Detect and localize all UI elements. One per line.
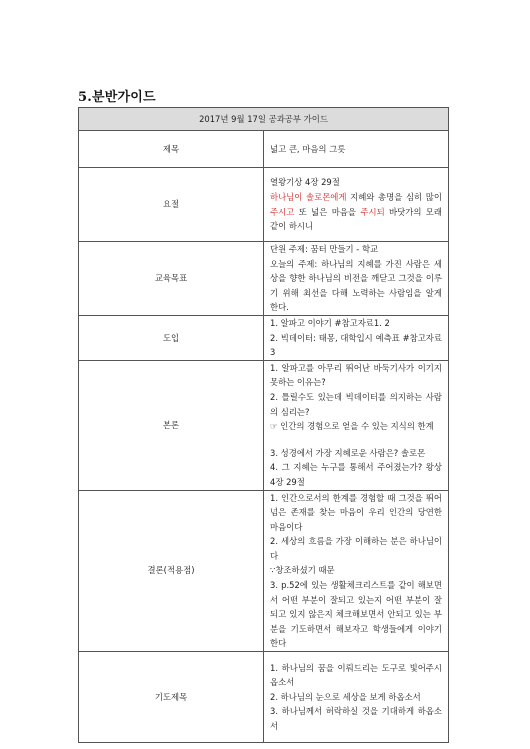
page-heading: 5.분반가이드 bbox=[78, 90, 156, 105]
summary-verse bbox=[270, 190, 442, 234]
list-item: 2. 빅데이터: 태몽, 대학입시 예측표 #참고자료3 bbox=[270, 332, 442, 358]
conclusion-content bbox=[264, 490, 449, 652]
list-item: 2. 틀릴수도 있는데 빅데이터를 의지하는 사람의 심리는? bbox=[270, 391, 442, 417]
label-conclusion: 결론(적용점) bbox=[79, 490, 264, 652]
label-intro: 도입 bbox=[79, 315, 264, 360]
verse-highlight-3: 주시되 bbox=[360, 206, 385, 217]
row-subject bbox=[79, 131, 449, 168]
list-item: 2. 세상의 흐름을 가장 이해하는 분은 하나님이다 bbox=[270, 536, 442, 561]
verse-text-1: 지혜와 총명을 심히 많이 bbox=[346, 191, 442, 202]
summary-reference: 열왕기상 4장 29절 bbox=[270, 177, 340, 188]
goal-unit: 단원 주제: 꿈터 만들기 - 학교 bbox=[270, 244, 379, 254]
goal-content bbox=[264, 242, 449, 316]
row-prayer bbox=[79, 652, 449, 743]
list-item: 3. p.52에 있는 생활체크리스트를 같이 해보면서 어떤 부분이 잘되고 있는지 어떤 부분이 잘되고 있지 않은지 체크해보면서 안되고 있는 부분을 기도하면서 해보자고 학생들에게 이야기한다 bbox=[270, 580, 442, 649]
class-guide-table bbox=[78, 107, 449, 743]
prayer-content bbox=[264, 652, 449, 743]
verse-highlight-1: 하나님이 솔로몬에게 bbox=[270, 191, 347, 202]
row-main bbox=[79, 360, 449, 490]
row-conclusion bbox=[79, 490, 449, 652]
goal-text: 오늘의 주제: 하나님의 지혜를 가진 사람은 세상을 향한 하나님의 비전을 깨닫고 그것을 이루기 위해 최선을 다해 노력하는 사람임을 알게 한다. bbox=[270, 258, 442, 313]
verse-text-3: 바닷가의 모래 같이 하시니 bbox=[270, 206, 442, 232]
verse-text-2: 또 넓은 마음을 bbox=[294, 206, 361, 217]
main-content bbox=[264, 360, 449, 490]
row-summary bbox=[79, 168, 449, 242]
row-goal bbox=[79, 242, 449, 316]
verse-highlight-2: 주시고 bbox=[270, 206, 295, 217]
summary-content bbox=[264, 168, 449, 242]
label-summary: 요절 bbox=[79, 168, 264, 242]
intro-content bbox=[264, 315, 449, 360]
list-item: 1. 알파고를 아무리 뛰어난 바둑기사가 이기지 못하는 이유는? bbox=[270, 362, 442, 388]
list-item: 3. 성경에서 가장 지혜로운 사람은? 솔로몬 bbox=[270, 447, 426, 458]
list-item: 3. 하나님께서 허락하실 것을 기대하게 하옵소서 bbox=[270, 706, 442, 731]
label-prayer: 기도제목 bbox=[79, 652, 264, 743]
row-intro bbox=[79, 315, 449, 360]
list-item: 1. 알파고 이야기 #참고자료1. 2 bbox=[270, 317, 390, 328]
subject-text: 넓고 큰, 마음의 그릇 bbox=[264, 131, 449, 168]
list-item: ☞ 인간의 경험으로 얻을 수 있는 지식의 한계 bbox=[270, 421, 434, 432]
label-subject: 제목 bbox=[79, 131, 264, 168]
list-item: 1. 하나님의 꿈을 이뤄드리는 도구로 빛어주시옵소서 bbox=[270, 662, 442, 688]
spacer bbox=[270, 434, 442, 446]
list-item: 1. 인간으로서의 한계를 경험할 때 그것을 뛰어넘은 존재를 찾는 마음이 우리 인간의 당연한 마음이다 bbox=[270, 492, 442, 532]
label-main: 본론 bbox=[79, 360, 264, 490]
list-item: ∵창조하셨기 때문 bbox=[270, 565, 335, 576]
table-title: 2017년 9월 17일 공과공부 가이드 bbox=[79, 108, 449, 131]
list-item: 2. 하나님의 눈으로 세상을 보게 하옵소서 bbox=[270, 691, 421, 702]
label-goal: 교육목표 bbox=[79, 242, 264, 316]
list-item: 4. 그 지혜는 누구를 통해서 주어졌는가? 왕상 4장 29절 bbox=[270, 462, 442, 487]
